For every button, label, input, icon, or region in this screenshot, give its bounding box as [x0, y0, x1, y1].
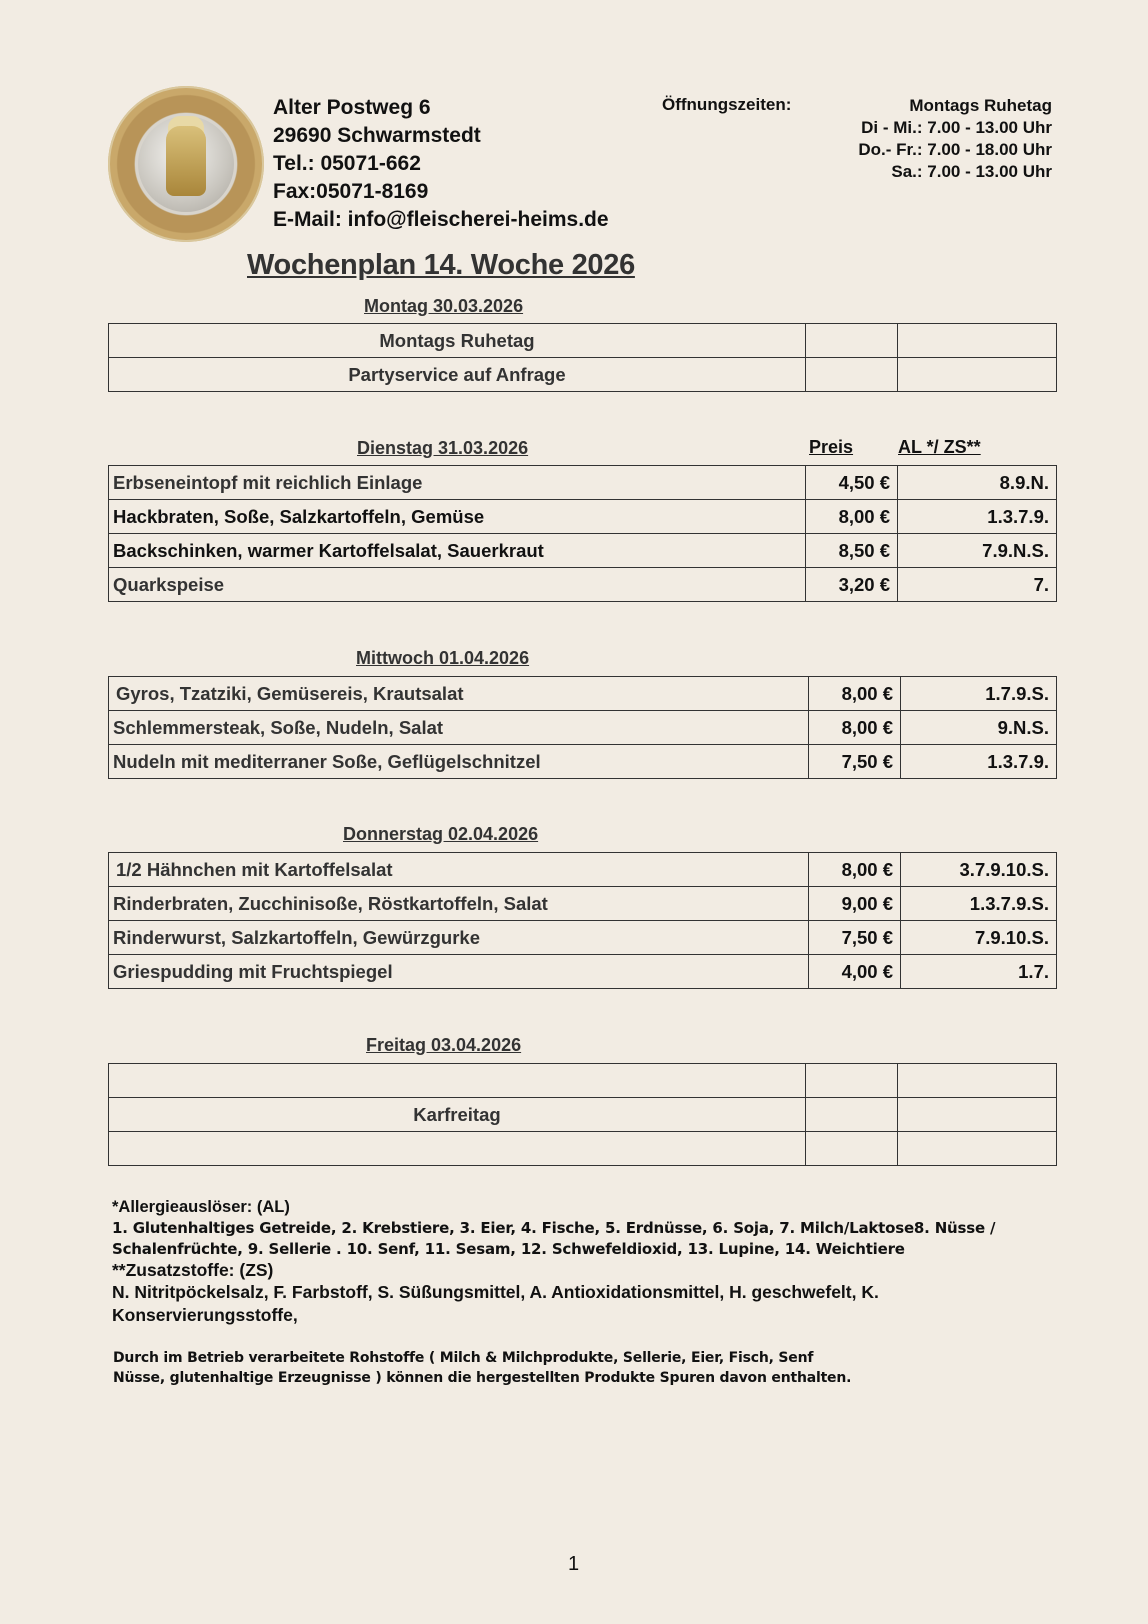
table-row — [109, 887, 1057, 921]
day-heading-wednesday: Mittwoch 01.04.2026 — [356, 648, 530, 668]
dish-cell: Montags Ruhetag — [109, 324, 806, 358]
street: Alter Postweg 6 — [273, 96, 431, 119]
opening-hours-label: Öffnungszeiten: — [662, 95, 792, 114]
codes-cell: 7. — [898, 568, 1057, 602]
codes-cell: 1.3.7.9. — [901, 745, 1057, 779]
day-heading-thursday: Donnerstag 02.04.2026 — [343, 824, 539, 844]
menu-table-tuesday — [108, 465, 1057, 602]
dish-cell: Nudeln mit mediterraner Soße, Geflügelschnitzel — [109, 745, 809, 779]
menu-table-monday — [108, 323, 1057, 392]
price-cell: 3,20 € — [806, 568, 898, 602]
hours-line: Di - Mi.: 7.00 - 13.00 Uhr — [861, 118, 1052, 137]
codes-cell: 1.7.9.S. — [901, 677, 1057, 711]
table-row — [109, 534, 1057, 568]
codes-cell: 1.3.7.9.S. — [901, 887, 1057, 921]
menu-table-friday — [108, 1063, 1057, 1166]
company-logo — [108, 86, 264, 242]
additives-line: N. Nitritpöckelsalz, F. Farbstoff, S. Süßungsmittel, A. Antioxidationsmittel, H. geschwefelt, K. — [112, 1282, 879, 1302]
additives-line: Konservierungsstoffe, — [112, 1305, 298, 1325]
allergens-line: 1. Glutenhaltiges Getreide, 2. Krebstiere, 3. Eier, 4. Fische, 5. Erdnüsse, 6. Soja, 7. Milch/Laktose8. Nüsse / — [112, 1219, 996, 1237]
price-cell: 8,00 € — [809, 853, 901, 887]
page-title: Wochenplan 14. Woche 2026 — [247, 249, 635, 281]
dish-cell — [109, 1064, 806, 1098]
table-row — [109, 466, 1057, 500]
codes-cell: 7.9.10.S. — [901, 921, 1057, 955]
traces-note — [113, 1348, 851, 1388]
table-row — [109, 1132, 1057, 1166]
table-row — [109, 1098, 1057, 1132]
fax: Fax:05071-8169 — [273, 180, 429, 203]
dish-cell: Backschinken, warmer Kartoffelsalat, Sauerkraut — [109, 534, 806, 568]
day-heading-tuesday: Dienstag 31.03.2026 — [357, 438, 529, 458]
dish-cell — [109, 1132, 806, 1166]
dish-cell: Schlemmersteak, Soße, Nudeln, Salat — [109, 711, 809, 745]
price-cell: 4,00 € — [809, 955, 901, 989]
price-cell: 8,00 € — [806, 500, 898, 534]
email: E-Mail: info@fleischerei-heims.de — [273, 208, 609, 231]
codes-cell: 8.9.N. — [898, 466, 1057, 500]
table-row — [109, 568, 1057, 602]
hours-line: Sa.: 7.00 - 13.00 Uhr — [891, 162, 1052, 181]
price-cell — [806, 1132, 898, 1166]
dish-cell: Rinderbraten, Zucchinisoße, Röstkartoffeln, Salat — [109, 887, 809, 921]
day-heading-friday: Freitag 03.04.2026 — [366, 1035, 522, 1055]
dish-cell: Erbseneintopf mit reichlich Einlage — [109, 466, 806, 500]
dish-cell: 1/2 Hähnchen mit Kartoffelsalat — [109, 853, 809, 887]
codes-cell — [898, 1064, 1057, 1098]
hours-line: Montags Ruhetag — [909, 96, 1052, 115]
codes-cell — [898, 1098, 1057, 1132]
hours-line: Do.- Fr.: 7.00 - 18.00 Uhr — [858, 140, 1052, 159]
phone: Tel.: 05071-662 — [273, 152, 421, 175]
city: 29690 Schwarmstedt — [273, 124, 481, 147]
column-header-codes: AL */ ZS** — [898, 437, 981, 457]
opening-hours — [858, 95, 1052, 183]
price-cell: 8,50 € — [806, 534, 898, 568]
price-cell — [806, 1064, 898, 1098]
price-cell — [806, 358, 898, 392]
codes-cell: 1.7. — [901, 955, 1057, 989]
price-cell: 7,50 € — [809, 745, 901, 779]
table-row — [109, 324, 1057, 358]
price-cell: 4,50 € — [806, 466, 898, 500]
column-header-price: Preis — [809, 437, 854, 457]
table-row — [109, 745, 1057, 779]
price-cell: 8,00 € — [809, 711, 901, 745]
dish-cell: Hackbraten, Soße, Salzkartoffeln, Gemüse — [109, 500, 806, 534]
dish-cell: Griespudding mit Fruchtspiegel — [109, 955, 809, 989]
note-line: Durch im Betrieb verarbeitete Rohstoffe ( Milch & Milchprodukte, Sellerie, Eier, Fisch, Senf — [113, 1350, 814, 1366]
dish-cell: Quarkspeise — [109, 568, 806, 602]
table-row — [109, 500, 1057, 534]
price-cell — [806, 324, 898, 358]
allergens-title: *Allergieauslöser: (AL) — [112, 1198, 290, 1216]
table-row — [109, 921, 1057, 955]
codes-cell — [898, 324, 1057, 358]
table-row — [109, 711, 1057, 745]
address-block — [273, 94, 609, 234]
note-line: Nüsse, glutenhaltige Erzeugnisse ) können die hergestellten Produkte Spuren davon enthalten. — [113, 1370, 852, 1386]
dish-cell: Partyservice auf Anfrage — [109, 358, 806, 392]
dish-cell: Karfreitag — [109, 1098, 806, 1132]
price-cell: 7,50 € — [809, 921, 901, 955]
table-row — [109, 853, 1057, 887]
dish-cell: Gyros, Tzatziki, Gemüsereis, Krautsalat — [109, 677, 809, 711]
page-number: 1 — [568, 1553, 580, 1575]
legend — [112, 1197, 1042, 1327]
table-row — [109, 1064, 1057, 1098]
day-heading-monday: Montag 30.03.2026 — [364, 296, 524, 316]
codes-cell: 1.3.7.9. — [898, 500, 1057, 534]
codes-cell: 3.7.9.10.S. — [901, 853, 1057, 887]
allergens-line: Schalenfrüchte, 9. Sellerie . 10. Senf, 11. Sesam, 12. Schwefeldioxid, 13. Lupine, 14. Weichtiere — [112, 1240, 905, 1258]
table-row — [109, 955, 1057, 989]
menu-table-thursday — [108, 852, 1057, 989]
table-row — [109, 358, 1057, 392]
additives-title: **Zusatzstoffe: (ZS) — [112, 1260, 274, 1280]
menu-table-wednesday — [108, 676, 1057, 779]
chef-pig-figure-icon — [166, 126, 206, 196]
codes-cell: 9.N.S. — [901, 711, 1057, 745]
price-cell: 9,00 € — [809, 887, 901, 921]
price-cell — [806, 1098, 898, 1132]
codes-cell — [898, 1132, 1057, 1166]
price-cell: 8,00 € — [809, 677, 901, 711]
dish-cell: Rinderwurst, Salzkartoffeln, Gewürzgurke — [109, 921, 809, 955]
codes-cell: 7.9.N.S. — [898, 534, 1057, 568]
codes-cell — [898, 358, 1057, 392]
table-row — [109, 677, 1057, 711]
